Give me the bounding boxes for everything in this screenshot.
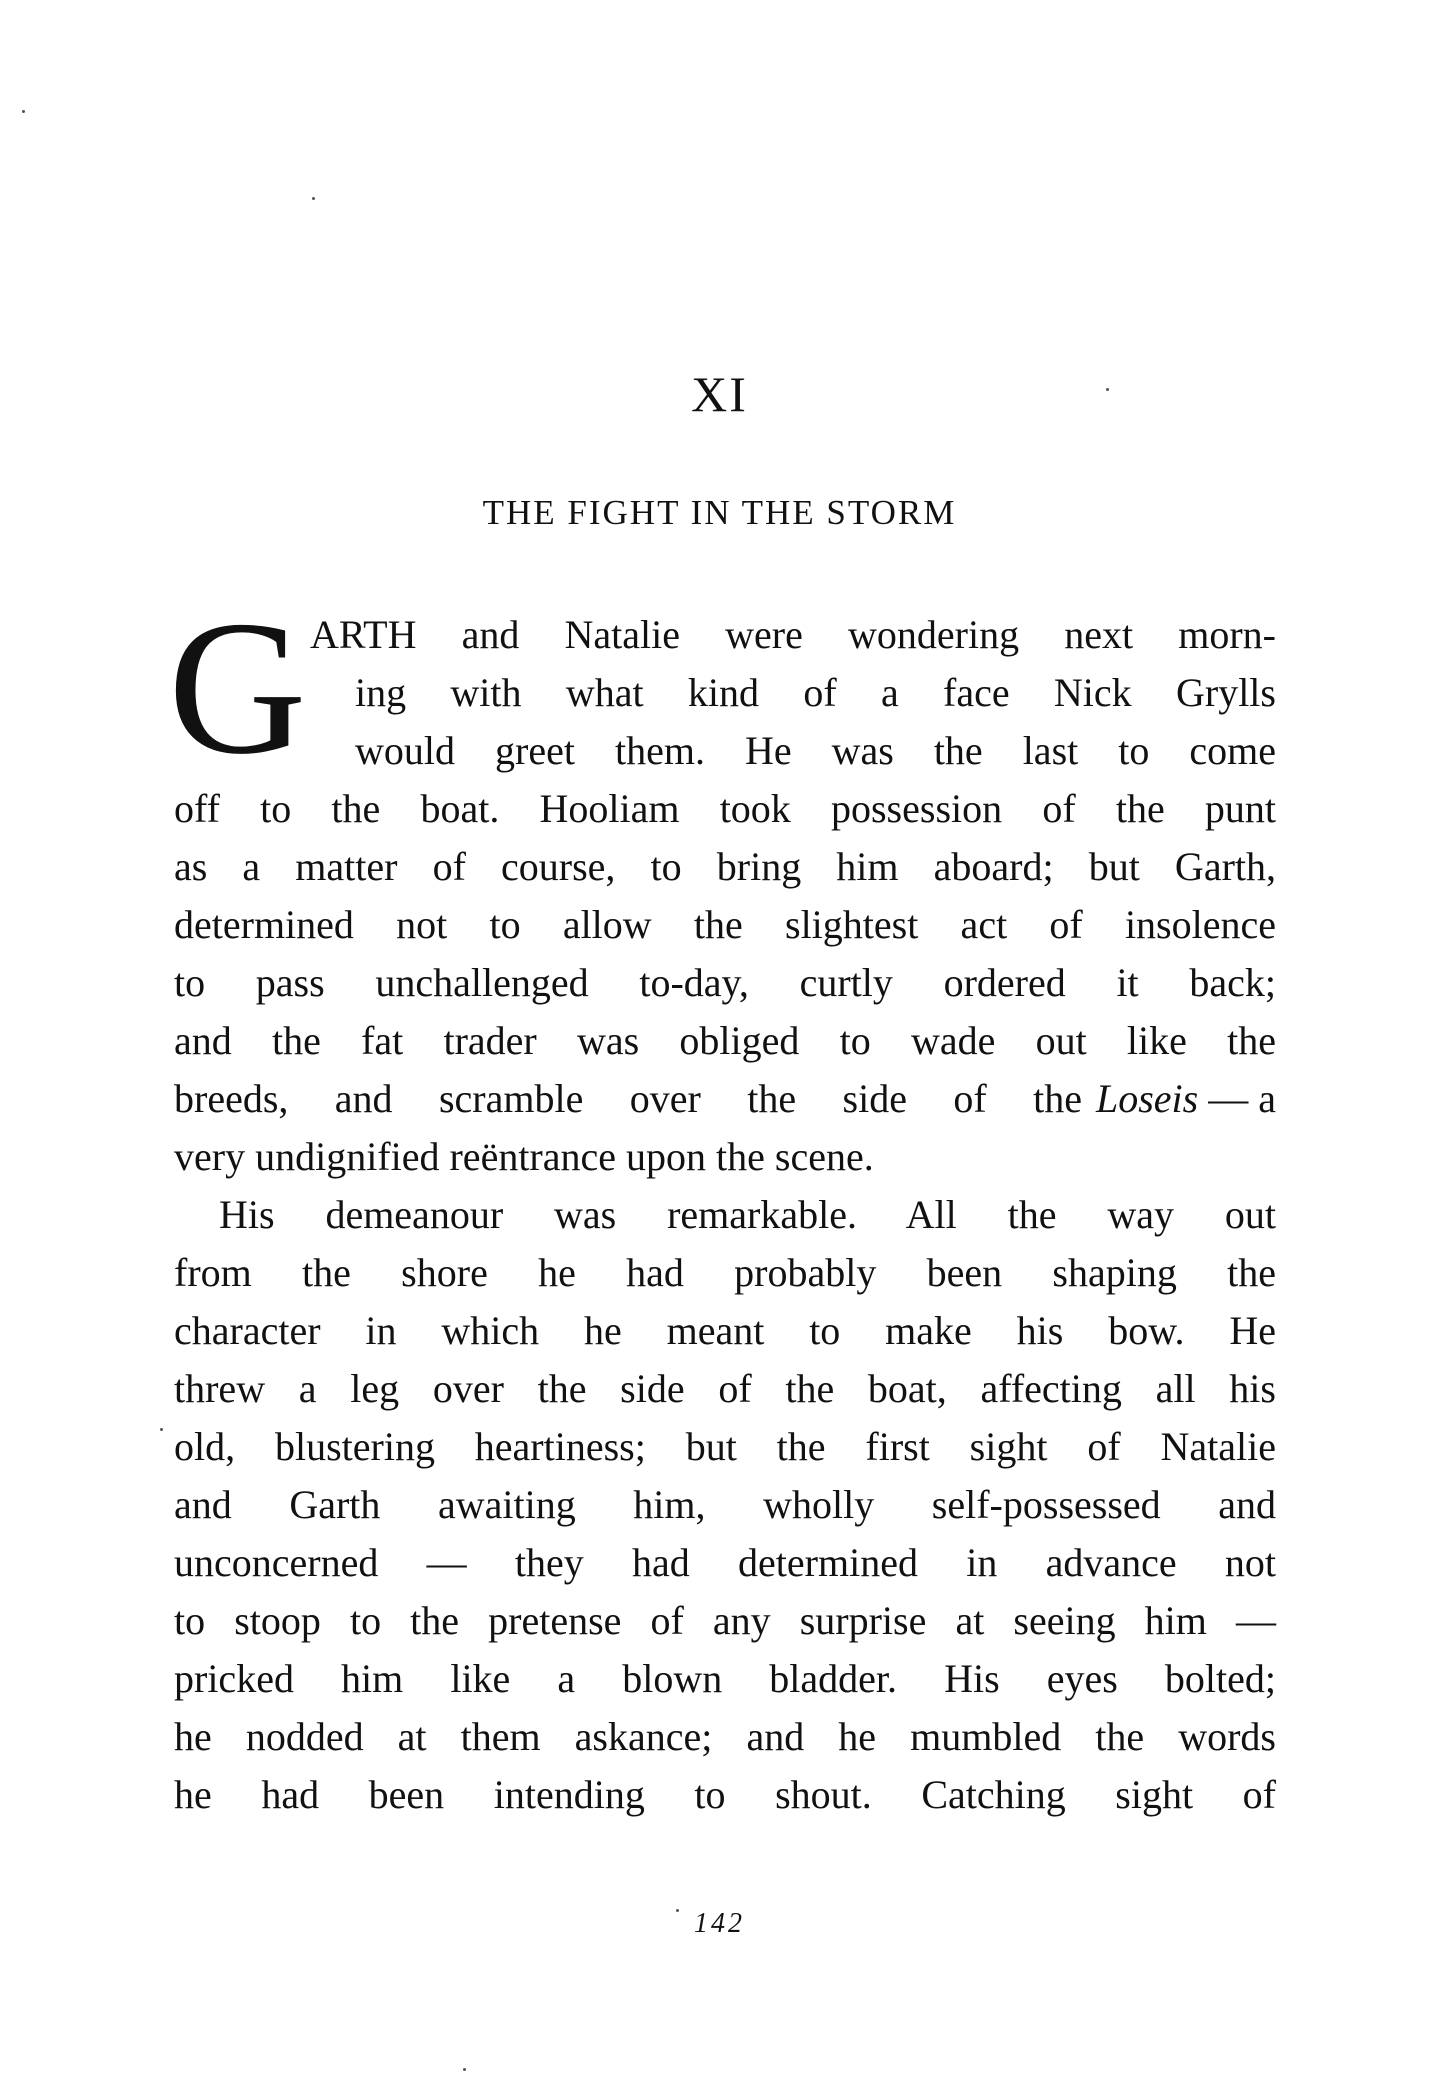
scan-speck [676, 1909, 679, 1912]
scan-speck [160, 1428, 163, 1431]
scan-speck [1106, 388, 1109, 391]
text-line: old, blustering heartiness; but the first sight of Natalie [174, 1424, 1276, 1469]
text-line: he nodded at them askance; and he mumbled the words [174, 1714, 1276, 1759]
line-text: breeds, and scramble over the side of the [174, 1076, 1082, 1121]
text-line: and Garth awaiting him, wholly self-possessed and [174, 1482, 1276, 1527]
text-line: to pass unchallenged to-day, curtly ordered it back; [174, 960, 1276, 1005]
text-line: very undignified reëntrance upon the scene. [174, 1134, 874, 1179]
text-line: to stoop to the pretense of any surprise at seeing him — [174, 1598, 1276, 1643]
boat-name: Loseis [1095, 1076, 1199, 1121]
text-line: His demeanour was remarkable. All the way out [219, 1192, 1276, 1237]
chapter-number: XI [691, 366, 748, 422]
text-line: ing with what kind of a face Nick Grylls [355, 670, 1276, 715]
chapter-title: THE FIGHT IN THE STORM [482, 493, 957, 532]
text-line: would greet them. He was the last to come [355, 728, 1276, 773]
text-line: off to the boat. Hooliam took possession of the punt [174, 786, 1276, 831]
text-line: ARTH and Natalie were wondering next morn- [310, 612, 1276, 657]
text-line: he had been intending to shout. Catching sight of [174, 1772, 1276, 1817]
line-suffix: — a [1208, 1076, 1276, 1121]
page-number: 142 [694, 1908, 745, 1939]
scan-speck [22, 110, 25, 113]
drop-cap: G [168, 581, 307, 794]
text-line: as a matter of course, to bring him aboard; but Garth, [174, 844, 1276, 889]
scan-speck [312, 197, 315, 200]
text-line-with-boat-name [174, 1070, 1276, 1128]
text-line: and the fat trader was obliged to wade out like the [174, 1018, 1276, 1063]
text-line: threw a leg over the side of the boat, affecting all his [174, 1366, 1276, 1411]
text-line: unconcerned — they had determined in advance not [174, 1540, 1276, 1585]
text-line: determined not to allow the slightest act of insolence [174, 902, 1276, 947]
text-line: from the shore he had probably been shaping the [174, 1250, 1276, 1295]
text-line: character in which he meant to make his bow. He [174, 1308, 1276, 1353]
text-line: pricked him like a blown bladder. His eyes bolted; [174, 1656, 1276, 1701]
scan-speck [463, 2068, 466, 2071]
